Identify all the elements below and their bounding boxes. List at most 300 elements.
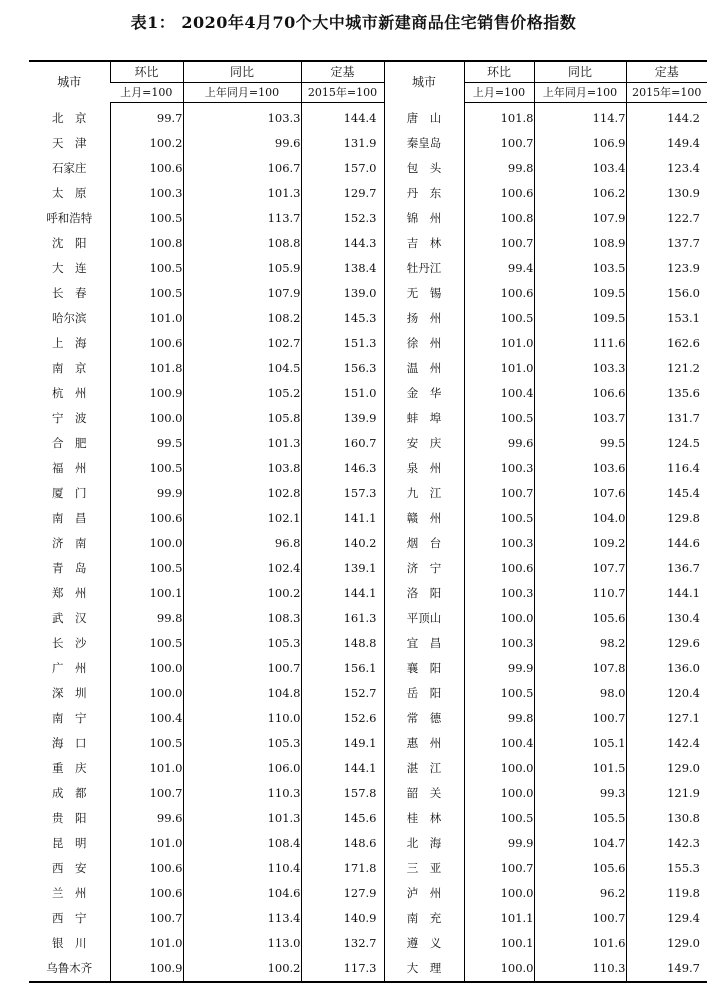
index-value-cell: 101.3: [183, 806, 301, 831]
index-value-cell: 105.6: [534, 856, 626, 881]
index-value-cell: 100.3: [464, 456, 534, 481]
index-value-cell: 100.7: [464, 856, 534, 881]
city-name-cell: 呼和浩特: [46, 211, 93, 225]
index-value-cell: 105.3: [183, 731, 301, 756]
index-value-cell: 100.0: [464, 781, 534, 806]
city-name-cell: 湛 江: [384, 756, 464, 781]
table-row: [29, 656, 707, 681]
table-row: [29, 481, 707, 506]
index-value-cell: 102.7: [183, 331, 301, 356]
index-value-cell: 110.3: [534, 956, 626, 982]
index-value-cell: 141.1: [301, 506, 384, 531]
index-value-cell: 123.4: [626, 156, 707, 181]
table-row: [29, 131, 707, 156]
index-value-cell: 102.8: [183, 481, 301, 506]
header-fixed-2: 定基: [626, 61, 707, 83]
city-name-cell: 唐 山: [384, 103, 464, 132]
index-value-cell: 113.7: [183, 206, 301, 231]
index-value-cell: 99.4: [464, 256, 534, 281]
index-value-cell: 105.2: [183, 381, 301, 406]
index-value-cell: 104.6: [183, 881, 301, 906]
city-name-cell: 哈尔滨: [52, 311, 87, 325]
index-value-cell: 152.7: [301, 681, 384, 706]
index-value-cell: 106.0: [183, 756, 301, 781]
index-value-cell: 105.1: [534, 731, 626, 756]
index-value-cell: 101.5: [534, 756, 626, 781]
index-value-cell: 100.6: [110, 881, 183, 906]
city-name-cell: 烟 台: [384, 531, 464, 556]
index-value-cell: 100.6: [110, 331, 183, 356]
city-name-cell: 洛 阳: [384, 581, 464, 606]
header-row-1: [29, 61, 707, 83]
table-row: [29, 181, 707, 206]
city-name-cell: 沈 阳: [52, 236, 87, 250]
index-value-cell: 101.1: [464, 906, 534, 931]
city-name-cell: 锦 州: [384, 206, 464, 231]
city-name-cell: 海 口: [52, 736, 87, 750]
table-row: [29, 356, 707, 381]
index-value-cell: 129.7: [301, 181, 384, 206]
index-value-cell: 100.0: [464, 881, 534, 906]
index-value-cell: 138.4: [301, 256, 384, 281]
city-name-cell: 福 州: [52, 461, 87, 475]
city-name-cell: 金 华: [384, 381, 464, 406]
index-value-cell: 114.7: [534, 103, 626, 132]
city-name-cell: 吉 林: [384, 231, 464, 256]
index-value-cell: 100.0: [464, 956, 534, 982]
index-value-cell: 145.6: [301, 806, 384, 831]
index-value-cell: 106.6: [534, 381, 626, 406]
index-value-cell: 106.9: [534, 131, 626, 156]
index-value-cell: 113.4: [183, 906, 301, 931]
city-name-cell: 西 安: [52, 861, 87, 875]
index-value-cell: 110.4: [183, 856, 301, 881]
index-value-cell: 100.7: [534, 906, 626, 931]
city-name-cell: 桂 林: [384, 806, 464, 831]
index-value-cell: 100.7: [110, 781, 183, 806]
index-value-cell: 100.3: [110, 181, 183, 206]
index-value-cell: 100.0: [464, 606, 534, 631]
table-row: [29, 103, 707, 132]
index-value-cell: 100.5: [464, 681, 534, 706]
index-value-cell: 100.5: [110, 631, 183, 656]
city-name-cell: 九 江: [384, 481, 464, 506]
index-value-cell: 99.8: [110, 606, 183, 631]
index-value-cell: 132.7: [301, 931, 384, 956]
city-name-cell: 宁 波: [52, 411, 87, 425]
city-name-cell: 牡丹江: [384, 256, 464, 281]
city-name-cell: 贵 阳: [52, 811, 87, 825]
index-value-cell: 100.5: [464, 306, 534, 331]
index-value-cell: 122.7: [626, 206, 707, 231]
index-value-cell: 103.7: [534, 406, 626, 431]
header-yoy-base-2: 上年同月=100: [534, 83, 626, 103]
index-value-cell: 145.4: [626, 481, 707, 506]
header-mom-2: 环比: [464, 61, 534, 83]
index-value-cell: 130.8: [626, 806, 707, 831]
city-name-cell: 北 京: [52, 110, 87, 125]
table-row: [29, 631, 707, 656]
city-name-cell: 大 连: [52, 261, 87, 275]
table-row: [29, 506, 707, 531]
index-value-cell: 102.4: [183, 556, 301, 581]
index-value-cell: 130.9: [626, 181, 707, 206]
index-value-cell: 99.9: [464, 656, 534, 681]
table-row: [29, 956, 707, 982]
index-value-cell: 107.8: [534, 656, 626, 681]
table-row: [29, 931, 707, 956]
index-value-cell: 96.8: [183, 531, 301, 556]
city-name-cell: 兰 州: [52, 886, 87, 900]
city-name-cell: 遵 义: [384, 931, 464, 956]
city-name-cell: 银 川: [52, 936, 87, 950]
city-name-cell: 重 庆: [52, 761, 87, 775]
header-mom-base-2: 上月=100: [464, 83, 534, 103]
city-name-cell: 深 圳: [52, 686, 87, 700]
index-value-cell: 100.6: [464, 556, 534, 581]
index-value-cell: 100.7: [110, 906, 183, 931]
table-row: [29, 406, 707, 431]
index-value-cell: 111.6: [534, 331, 626, 356]
index-value-cell: 142.4: [626, 731, 707, 756]
table-row: [29, 906, 707, 931]
index-value-cell: 100.9: [110, 956, 183, 982]
city-name-cell: 北 海: [384, 831, 464, 856]
index-value-cell: 100.7: [464, 131, 534, 156]
header-city: 城市: [57, 75, 82, 90]
index-value-cell: 160.7: [301, 431, 384, 456]
index-value-cell: 107.9: [534, 206, 626, 231]
city-name-cell: 岳 阳: [384, 681, 464, 706]
city-name-cell: 长 沙: [52, 636, 87, 650]
index-value-cell: 105.8: [183, 406, 301, 431]
city-name-cell: 平顶山: [384, 606, 464, 631]
index-value-cell: 107.9: [183, 281, 301, 306]
index-value-cell: 127.1: [626, 706, 707, 731]
index-value-cell: 106.2: [534, 181, 626, 206]
city-name-cell: 成 都: [52, 786, 87, 800]
table-row: [29, 331, 707, 356]
index-value-cell: 99.6: [464, 431, 534, 456]
table-row: [29, 606, 707, 631]
index-value-cell: 108.4: [183, 831, 301, 856]
city-name-cell: 西 宁: [52, 911, 87, 925]
index-value-cell: 119.8: [626, 881, 707, 906]
header-fixed-base: 2015年=100: [301, 83, 384, 103]
city-name-cell: 青 岛: [52, 561, 87, 575]
index-value-cell: 148.8: [301, 631, 384, 656]
index-value-cell: 139.9: [301, 406, 384, 431]
index-value-cell: 100.4: [464, 731, 534, 756]
index-value-cell: 100.8: [110, 231, 183, 256]
city-name-cell: 南 昌: [52, 511, 87, 525]
index-value-cell: 100.5: [464, 506, 534, 531]
index-value-cell: 139.0: [301, 281, 384, 306]
index-value-cell: 105.3: [183, 631, 301, 656]
index-value-cell: 104.8: [183, 681, 301, 706]
index-value-cell: 144.3: [301, 231, 384, 256]
index-value-cell: 103.6: [534, 456, 626, 481]
table-row: [29, 881, 707, 906]
index-value-cell: 100.5: [110, 731, 183, 756]
index-value-cell: 100.2: [110, 131, 183, 156]
index-value-cell: 142.3: [626, 831, 707, 856]
index-value-cell: 145.3: [301, 306, 384, 331]
index-value-cell: 104.7: [534, 831, 626, 856]
header-fixed-base-2: 2015年=100: [626, 83, 707, 103]
index-value-cell: 100.5: [464, 406, 534, 431]
index-value-cell: 129.4: [626, 906, 707, 931]
index-value-cell: 146.3: [301, 456, 384, 481]
city-name-cell: 秦皇岛: [384, 131, 464, 156]
index-value-cell: 99.9: [110, 481, 183, 506]
index-value-cell: 108.8: [183, 231, 301, 256]
index-value-cell: 100.5: [110, 556, 183, 581]
index-value-cell: 140.2: [301, 531, 384, 556]
table-row: [29, 581, 707, 606]
city-name-cell: 昆 明: [52, 836, 87, 850]
city-name-cell: 南 京: [52, 361, 87, 375]
index-value-cell: 129.0: [626, 756, 707, 781]
index-value-cell: 155.3: [626, 856, 707, 881]
index-value-cell: 110.3: [183, 781, 301, 806]
index-value-cell: 144.1: [626, 581, 707, 606]
table-row: [29, 206, 707, 231]
index-value-cell: 148.6: [301, 831, 384, 856]
index-value-cell: 100.7: [464, 481, 534, 506]
index-value-cell: 101.0: [110, 931, 183, 956]
index-value-cell: 144.6: [626, 531, 707, 556]
city-name-cell: 济 南: [52, 536, 87, 550]
city-name-cell: 济 宁: [384, 556, 464, 581]
city-name-cell: 杭 州: [52, 386, 87, 400]
city-name-cell: 广 州: [52, 661, 87, 675]
index-value-cell: 100.1: [464, 931, 534, 956]
table-row: [29, 381, 707, 406]
city-name-cell: 三 亚: [384, 856, 464, 881]
index-value-cell: 100.3: [464, 581, 534, 606]
index-value-cell: 101.0: [464, 356, 534, 381]
table-row: [29, 456, 707, 481]
index-value-cell: 108.9: [534, 231, 626, 256]
index-value-cell: 99.5: [110, 431, 183, 456]
index-value-cell: 96.2: [534, 881, 626, 906]
table-row: [29, 856, 707, 881]
index-value-cell: 104.0: [534, 506, 626, 531]
index-value-cell: 100.3: [464, 631, 534, 656]
city-name-cell: 安 庆: [384, 431, 464, 456]
city-name-cell: 包 头: [384, 156, 464, 181]
city-name-cell: 常 德: [384, 706, 464, 731]
index-value-cell: 99.5: [534, 431, 626, 456]
index-value-cell: 98.2: [534, 631, 626, 656]
index-value-cell: 136.7: [626, 556, 707, 581]
index-value-cell: 144.2: [626, 103, 707, 132]
index-value-cell: 116.4: [626, 456, 707, 481]
index-value-cell: 101.3: [183, 181, 301, 206]
index-value-cell: 139.1: [301, 556, 384, 581]
index-value-cell: 103.8: [183, 456, 301, 481]
index-value-cell: 105.6: [534, 606, 626, 631]
index-value-cell: 121.9: [626, 781, 707, 806]
city-name-cell: 泸 州: [384, 881, 464, 906]
index-value-cell: 109.2: [534, 531, 626, 556]
index-value-cell: 110.0: [183, 706, 301, 731]
index-value-cell: 100.7: [183, 656, 301, 681]
index-value-cell: 101.0: [110, 756, 183, 781]
city-name-cell: 大 理: [384, 956, 464, 982]
index-value-cell: 135.6: [626, 381, 707, 406]
index-value-cell: 100.5: [110, 206, 183, 231]
index-value-cell: 171.8: [301, 856, 384, 881]
index-value-cell: 129.6: [626, 631, 707, 656]
header-yoy-base: 上年同月=100: [183, 83, 301, 103]
index-value-cell: 100.6: [110, 856, 183, 881]
index-value-cell: 149.1: [301, 731, 384, 756]
index-value-cell: 117.3: [301, 956, 384, 982]
city-name-cell: 武 汉: [52, 611, 87, 625]
index-value-cell: 99.9: [464, 831, 534, 856]
header-mom: 环比: [110, 61, 183, 83]
index-value-cell: 100.4: [110, 706, 183, 731]
index-value-cell: 101.8: [464, 103, 534, 132]
index-value-cell: 149.4: [626, 131, 707, 156]
index-value-cell: 113.0: [183, 931, 301, 956]
price-index-table: [29, 60, 707, 983]
index-value-cell: 101.3: [183, 431, 301, 456]
index-value-cell: 100.2: [183, 581, 301, 606]
index-value-cell: 100.0: [110, 531, 183, 556]
table-row: [29, 556, 707, 581]
index-value-cell: 131.7: [626, 406, 707, 431]
index-value-cell: 100.2: [183, 956, 301, 982]
table-row: [29, 531, 707, 556]
page-title: 表1： 2020年4月70个大中城市新建商品住宅销售价格指数: [130, 13, 577, 32]
index-value-cell: 162.6: [626, 331, 707, 356]
index-value-cell: 100.0: [464, 756, 534, 781]
city-name-cell: 太 原: [52, 186, 87, 200]
header-mom-base: 上月=100: [110, 83, 183, 103]
city-name-cell: 徐 州: [384, 331, 464, 356]
index-value-cell: 156.3: [301, 356, 384, 381]
city-name-cell: 赣 州: [384, 506, 464, 531]
city-name-cell: 丹 东: [384, 181, 464, 206]
index-value-cell: 103.3: [183, 103, 301, 132]
index-value-cell: 149.7: [626, 956, 707, 982]
index-value-cell: 101.6: [534, 931, 626, 956]
index-value-cell: 100.5: [110, 256, 183, 281]
index-value-cell: 144.1: [301, 756, 384, 781]
city-name-cell: 厦 门: [52, 486, 87, 500]
index-value-cell: 106.7: [183, 156, 301, 181]
index-value-cell: 109.5: [534, 306, 626, 331]
header-yoy-2: 同比: [534, 61, 626, 83]
index-value-cell: 100.0: [110, 656, 183, 681]
index-value-cell: 100.5: [110, 456, 183, 481]
table-row: [29, 156, 707, 181]
index-value-cell: 137.7: [626, 231, 707, 256]
index-value-cell: 100.5: [464, 806, 534, 831]
index-value-cell: 144.1: [301, 581, 384, 606]
index-value-cell: 103.5: [534, 256, 626, 281]
index-value-cell: 101.0: [110, 306, 183, 331]
index-value-cell: 100.6: [464, 181, 534, 206]
index-value-cell: 151.0: [301, 381, 384, 406]
table-body: [29, 103, 707, 983]
index-value-cell: 105.9: [183, 256, 301, 281]
city-name-cell: 韶 关: [384, 781, 464, 806]
index-value-cell: 144.4: [301, 103, 384, 132]
city-name-cell: 扬 州: [384, 306, 464, 331]
index-value-cell: 102.1: [183, 506, 301, 531]
index-value-cell: 109.5: [534, 281, 626, 306]
index-value-cell: 100.6: [110, 506, 183, 531]
index-value-cell: 101.0: [464, 331, 534, 356]
city-name-cell: 天 津: [52, 136, 87, 150]
index-value-cell: 108.3: [183, 606, 301, 631]
city-name-cell: 宜 昌: [384, 631, 464, 656]
index-value-cell: 100.7: [534, 706, 626, 731]
index-value-cell: 104.5: [183, 356, 301, 381]
header-fixed: 定基: [301, 61, 384, 83]
index-value-cell: 120.4: [626, 681, 707, 706]
city-name-cell: 南 宁: [52, 711, 87, 725]
city-name-cell: 襄 阳: [384, 656, 464, 681]
index-value-cell: 100.1: [110, 581, 183, 606]
index-value-cell: 100.9: [110, 381, 183, 406]
index-value-cell: 99.3: [534, 781, 626, 806]
city-name-cell: 无 锡: [384, 281, 464, 306]
index-value-cell: 129.0: [626, 931, 707, 956]
table-row: [29, 306, 707, 331]
index-value-cell: 153.1: [626, 306, 707, 331]
index-value-cell: 100.6: [110, 156, 183, 181]
city-name-cell: 长 春: [52, 286, 87, 300]
index-value-cell: 152.3: [301, 206, 384, 231]
index-value-cell: 157.3: [301, 481, 384, 506]
index-value-cell: 124.5: [626, 431, 707, 456]
index-value-cell: 161.3: [301, 606, 384, 631]
index-value-cell: 101.0: [110, 831, 183, 856]
index-value-cell: 121.2: [626, 356, 707, 381]
city-name-cell: 泉 州: [384, 456, 464, 481]
index-value-cell: 100.8: [464, 206, 534, 231]
city-name-cell: 合 肥: [52, 436, 87, 450]
table-row: [29, 231, 707, 256]
index-value-cell: 100.4: [464, 381, 534, 406]
index-value-cell: 157.0: [301, 156, 384, 181]
table-row: [29, 706, 707, 731]
index-value-cell: 123.9: [626, 256, 707, 281]
city-name-cell: 温 州: [384, 356, 464, 381]
index-value-cell: 99.7: [110, 103, 183, 132]
index-value-cell: 107.7: [534, 556, 626, 581]
table-row: [29, 431, 707, 456]
table-row: [29, 256, 707, 281]
index-value-cell: 100.0: [110, 681, 183, 706]
index-value-cell: 140.9: [301, 906, 384, 931]
index-value-cell: 157.8: [301, 781, 384, 806]
city-name-cell: 郑 州: [52, 586, 87, 600]
index-value-cell: 127.9: [301, 881, 384, 906]
index-value-cell: 107.6: [534, 481, 626, 506]
table-row: [29, 281, 707, 306]
city-name-cell: 惠 州: [384, 731, 464, 756]
index-value-cell: 100.7: [464, 231, 534, 256]
table-row: [29, 731, 707, 756]
index-value-cell: 100.3: [464, 531, 534, 556]
index-value-cell: 99.6: [110, 806, 183, 831]
